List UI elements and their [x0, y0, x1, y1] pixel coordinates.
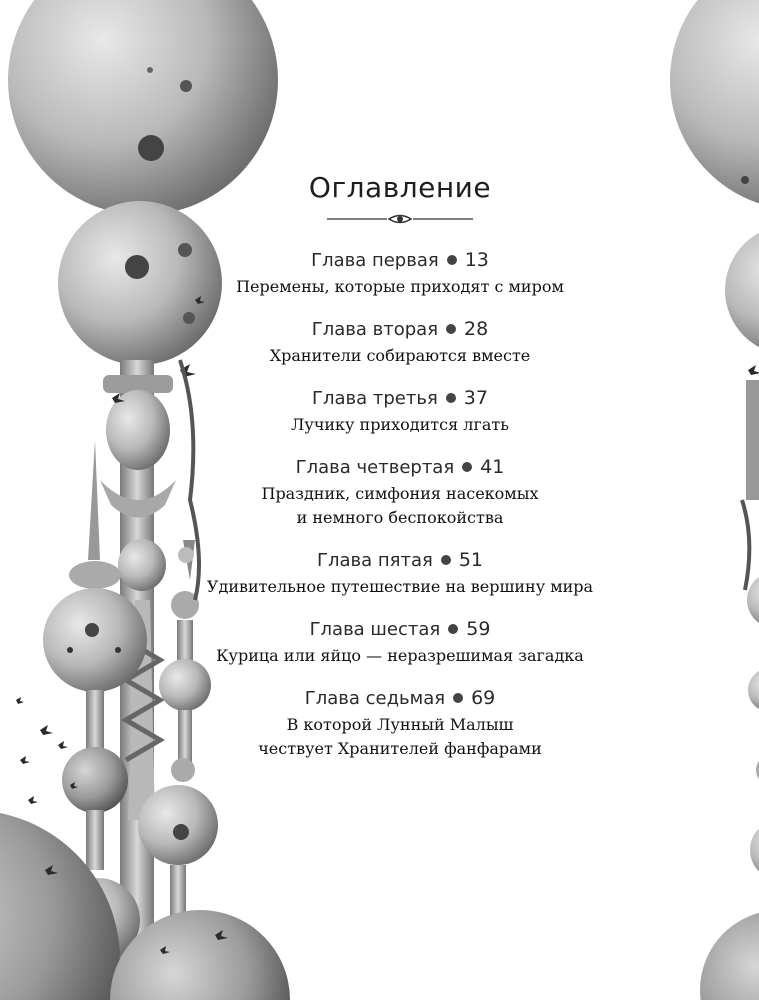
chapter-heading	[200, 384, 600, 413]
table-of-contents	[200, 170, 600, 777]
chapter-title: Хранители собираются вместе	[269, 346, 531, 365]
chapter-label: Глава первая	[311, 250, 439, 271]
chapter-page-number: 59	[466, 618, 491, 640]
chapter-list	[200, 246, 600, 761]
chapter-page-number: 37	[463, 387, 488, 409]
chapter-title: В которой Лунный Малыш чествует Хранителей фанфарами	[258, 715, 542, 758]
bullet-dot-icon	[446, 324, 456, 334]
chapter-entry[interactable]	[200, 384, 600, 437]
chapter-title: Праздник, симфония насекомых и немного беспокойства	[261, 484, 539, 527]
chapter-page-number: 51	[458, 549, 483, 571]
chapter-page-number: 28	[464, 318, 489, 340]
chapter-label: Глава седьмая	[304, 688, 446, 709]
chapter-entry[interactable]	[200, 546, 600, 599]
chapter-label: Глава вторая	[311, 319, 439, 340]
chapter-entry[interactable]	[200, 684, 600, 761]
chapter-page-number: 13	[464, 249, 489, 271]
bullet-dot-icon	[462, 462, 472, 472]
chapter-entry[interactable]	[200, 453, 600, 530]
chapter-title: Перемены, которые приходят с миром	[236, 277, 564, 296]
chapter-heading	[200, 615, 600, 644]
chapter-heading	[200, 315, 600, 344]
chapter-title: Лучику приходится лгать	[291, 415, 509, 434]
chapter-label: Глава шестая	[309, 619, 441, 640]
chapter-title: Удивительное путешествие на вершину мира	[206, 577, 594, 596]
ornament-divider-icon	[325, 212, 475, 226]
chapter-heading	[200, 246, 600, 275]
right-edge-orbs	[670, 0, 759, 1000]
chapter-page-number: 41	[480, 456, 505, 478]
bullet-dot-icon	[447, 255, 457, 265]
bullet-dot-icon	[441, 555, 451, 565]
chapter-entry[interactable]	[200, 615, 600, 668]
chapter-heading	[200, 684, 600, 713]
chapter-label: Глава четвертая	[295, 457, 455, 478]
chapter-title: Курица или яйцо — неразрешимая загадка	[216, 646, 584, 665]
middle-orb	[58, 201, 222, 365]
bullet-dot-icon	[446, 393, 456, 403]
chapter-entry[interactable]	[200, 315, 600, 368]
chapter-label: Глава третья	[312, 388, 438, 409]
chapter-heading	[200, 546, 600, 575]
chapter-label: Глава пятая	[316, 550, 433, 571]
bullet-dot-icon	[453, 693, 463, 703]
chapter-entry[interactable]	[200, 246, 600, 299]
chapter-page-number: 69	[471, 687, 496, 709]
toc-title: Оглавление	[308, 171, 492, 204]
bullet-dot-icon	[448, 624, 458, 634]
chapter-heading	[200, 453, 600, 482]
